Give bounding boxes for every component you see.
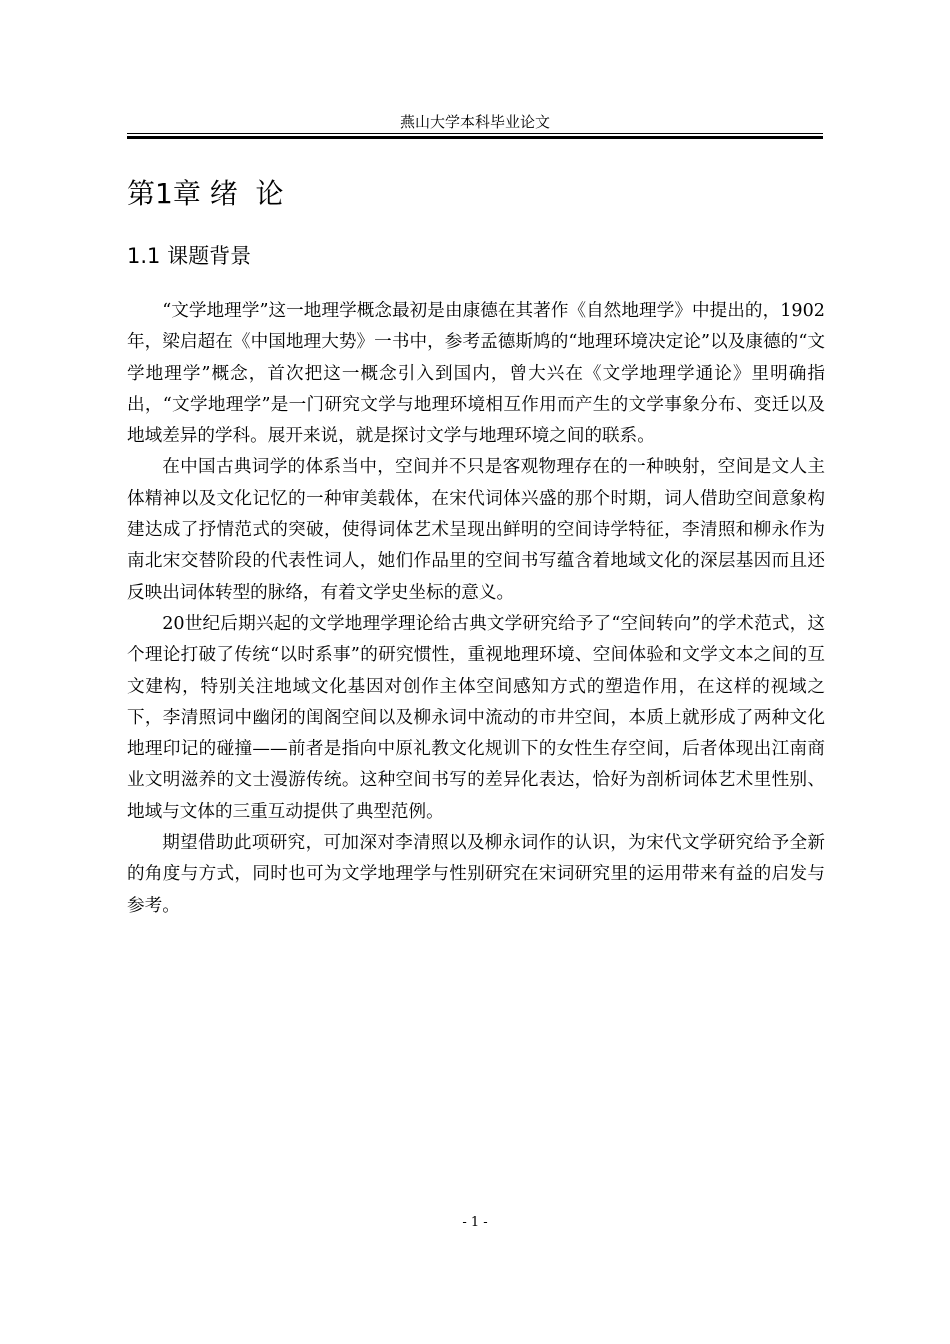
page-number: - 1 - (462, 1215, 488, 1230)
paragraph-3: 20世纪后期兴起的文学地理学理论给古典文学研究给予了“空间转向”的学术范式，这个理论打破了传统“以时系事”的研究惯性，重视地理环境、空间体验和文学文本之间的互文建构，特别关注地域文化基因对创作主体空间感知方式的塑造作用，在这样的视域之下，李清照词中幽闭的闺阁空间以及柳永词中流动的市井空间，本质上就形成了两种文化地理印记的碰撞——前者是指向中原礼教文化规训下的女性生存空间，后者体现出江南商业文明滋养的文士漫游传统。这种空间书写的差异化表达，恰好为剖析词体艺术里性别、地域与文体的三重互动提供了典型范例。 (127, 613, 825, 822)
section-title: 1.1 课题背景 (127, 244, 252, 268)
body-text (127, 296, 825, 922)
paragraph-1: “文学地理学”这一地理学概念最初是由康德在其著作《自然地理学》中提出的，1902年，梁启超在《中国地理大势》一书中，参考孟德斯鸠的“地理环境决定论”以及康德的“文学地理学”概念，首次把这一概念引入到国内，曾大兴在《文学地理学通论》里明确指出，“文学地理学”是一门研究文学与地理环境相互作用而产生的文学事象分布、变迁以及地域差异的学科。展开来说，就是探讨文学与地理环境之间的联系。 (127, 301, 825, 447)
chapter-title: 第1章 绪 论 (127, 177, 284, 210)
header-rule-thick (127, 136, 823, 139)
running-header: 燕山大学本科毕业论文 (399, 113, 550, 131)
paragraph-2: 在中国古典词学的体系当中，空间并不只是客观物理存在的一种映射，空间是文人主体精神以及文化记忆的一种审美载体，在宋代词体兴盛的那个时期，词人借助空间意象构建达成了抒情范式的突破，使得词体艺术呈现出鲜明的空间诗学特征，李清照和柳永作为南北宋交替阶段的代表性词人，她们作品里的空间书写蕴含着地域文化的深层基因而且还反映出词体转型的脉络，有着文学史坐标的意义。 (127, 457, 825, 603)
paragraph-4: 期望借助此项研究，可加深对李清照以及柳永词作的认识，为宋代文学研究给予全新的角度与方式，同时也可为文学地理学与性别研究在宋词研究里的运用带来有益的启发与参考。 (127, 833, 825, 916)
header-rule-thin (127, 133, 823, 134)
